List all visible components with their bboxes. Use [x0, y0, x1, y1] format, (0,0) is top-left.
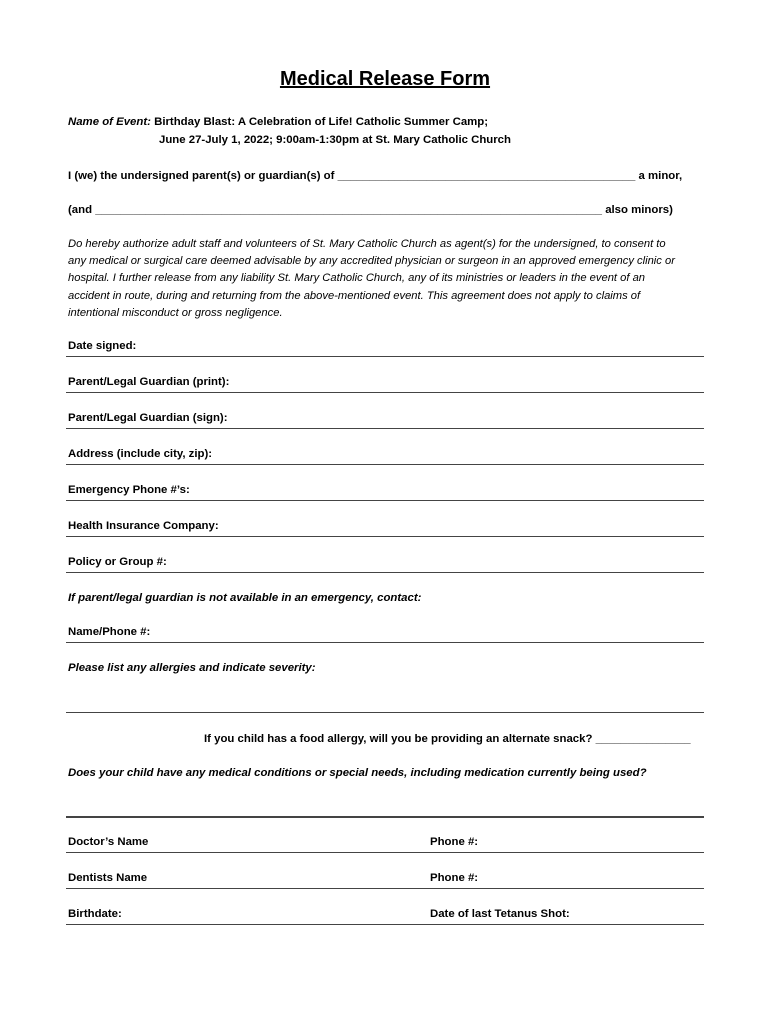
allergies-heading: Please list any allergies and indicate severity: [68, 662, 316, 674]
address-label: Address (include city, zip): [68, 448, 213, 460]
doctor-name-label: Doctor’s Name [68, 836, 149, 848]
birthdate-tetanus-line[interactable] [66, 924, 704, 925]
event-line-1 [68, 116, 488, 128]
guardian-of-prefix: I (we) the undersigned parent(s) or guardian(s) of [68, 170, 335, 182]
doctor-phone-label: Phone #: [430, 836, 479, 848]
address-line[interactable] [66, 464, 704, 465]
guardian-print-label: Parent/Legal Guardian (print): [68, 376, 230, 388]
date-signed-line[interactable] [66, 356, 704, 357]
conditions-heading: Does your child have any medical conditions or special needs, including medication currently being used? [68, 767, 647, 779]
emergency-phone-label: Emergency Phone #’s: [68, 484, 190, 496]
alt-contact-heading: If parent/legal guardian is not available in an emergency, contact: [68, 592, 422, 604]
event-name: Birthday Blast: A Celebration of Life! Catholic Summer Camp; [154, 116, 489, 128]
snack-question-line [204, 733, 691, 745]
dentist-phone-label: Phone #: [430, 872, 479, 884]
insurance-label: Health Insurance Company: [68, 520, 219, 532]
snack-answer-blank[interactable]: _______________ [595, 733, 691, 745]
policy-label: Policy or Group #: [68, 556, 167, 568]
name-phone-label: Name/Phone #: [68, 626, 151, 638]
authorization-line: intentional misconduct or gross negligence. [68, 306, 283, 319]
form-title: Medical Release Form [279, 68, 491, 90]
guardian-sign-line[interactable] [66, 428, 704, 429]
also-minors-prefix: (and [68, 204, 93, 216]
minor-name-blank[interactable]: _______________________________________________ [337, 170, 636, 182]
insurance-line[interactable] [66, 536, 704, 537]
also-minors-blank[interactable]: ________________________________________________________________________________ [95, 204, 603, 216]
also-minors-suffix: also minors) [605, 204, 673, 216]
birthdate-label: Birthdate: [68, 908, 122, 920]
authorization-line: accident in route, during and returning from the above-mentioned event. This agreement does not apply to claims of [68, 289, 641, 302]
event-label: Name of Event: [68, 116, 151, 128]
authorization-line: any medical or surgical care deemed advisable by any accredited physician or surgeon in an approved emergency clinic or [68, 255, 675, 268]
guardian-sign-label: Parent/Legal Guardian (sign): [68, 412, 228, 424]
tetanus-label: Date of last Tetanus Shot: [430, 908, 570, 920]
doctor-line[interactable] [66, 852, 704, 853]
dentist-name-label: Dentists Name [68, 872, 148, 884]
name-phone-line[interactable] [66, 642, 704, 643]
snack-question: If you child has a food allergy, will you be providing an alternate snack? [204, 733, 593, 745]
allergies-line[interactable] [66, 712, 704, 713]
guardian-of-line [68, 170, 682, 182]
authorization-line: Do hereby authorize adult staff and volunteers of St. Mary Catholic Church as agent(s) for the undersigned, to consent to [68, 238, 666, 250]
policy-line[interactable] [66, 572, 704, 573]
dentist-line[interactable] [66, 888, 704, 889]
authorization-paragraph [68, 236, 704, 322]
date-signed-label: Date signed: [68, 340, 137, 352]
also-minors-line [68, 204, 673, 216]
authorization-line: hospital. I further release from any liability St. Mary Catholic Church, any of its ministries or leaders in the event of an [68, 272, 646, 285]
guardian-of-suffix: a minor, [638, 170, 683, 182]
guardian-print-line[interactable] [66, 392, 704, 393]
conditions-line[interactable] [66, 816, 704, 818]
event-date-location: June 27-July 1, 2022; 9:00am-1:30pm at St. Mary Catholic Church [159, 134, 511, 146]
emergency-phone-line[interactable] [66, 500, 704, 501]
